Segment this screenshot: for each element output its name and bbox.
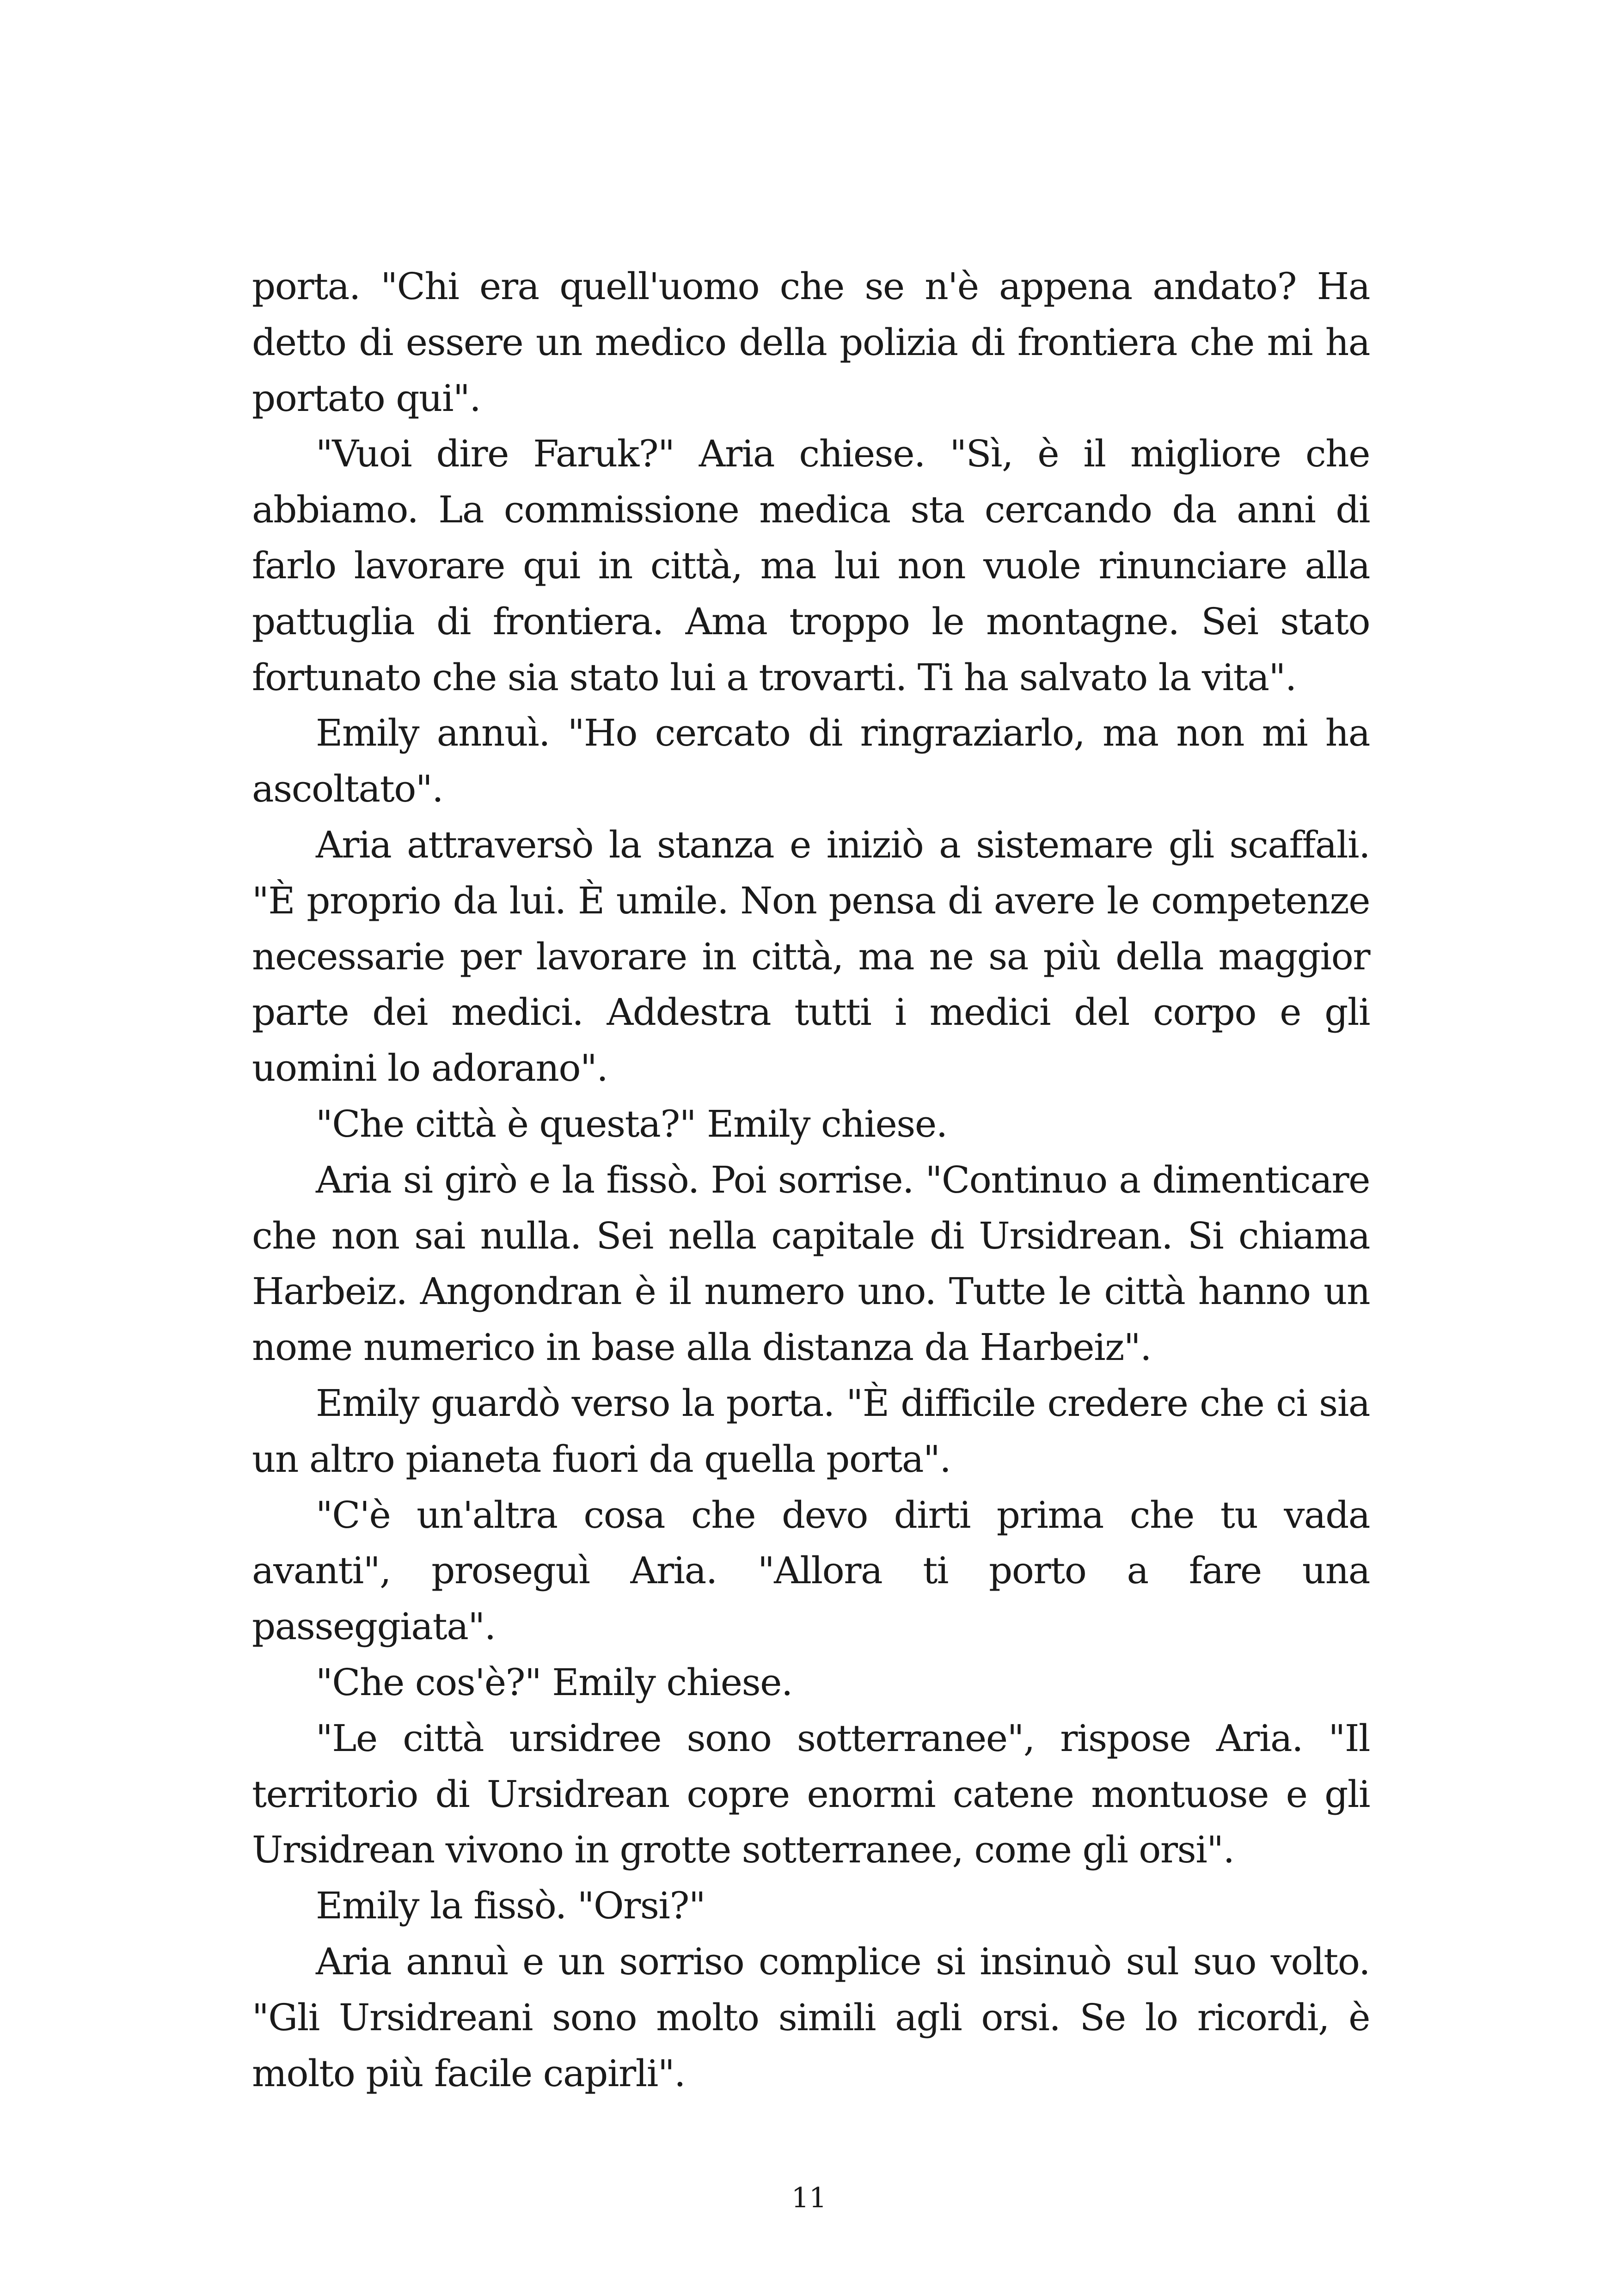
paragraph: Aria annuì e un sorriso complice si insinuò sul suo volto. "Gli Ursidreani sono molto simili agli orsi. Se lo ricordi, è molto più facile capirli". — [252, 1940, 1370, 2095]
paragraph: Emily la fissò. "Orsi?" — [316, 1884, 705, 1928]
paragraph: Aria attraversò la stanza e iniziò a sistemare gli scaffali. "È proprio da lui. È umile. Non pensa di avere le competenze necessarie per lavorare in città, ma ne sa più della maggior parte dei medici. Addestra tutti i medici del corpo e gli uomini lo adorano". — [252, 823, 1370, 1090]
body-text — [252, 259, 1370, 2101]
paragraph: Aria si girò e la fissò. Poi sorrise. "Continuo a dimenticare che non sai nulla. Sei nella capitale di Ursidrean. Si chiama Harbeiz. Angondran è il numero uno. Tutte le città hanno un nome numerico in base alla distanza da Harbeiz". — [252, 1158, 1370, 1369]
paragraph: Emily guardò verso la porta. "È difficile credere che ci sia un altro pianeta fuori da quella porta". — [252, 1381, 1370, 1481]
paragraph: "Che cos'è?" Emily chiese. — [316, 1660, 792, 1704]
paragraph: "Vuoi dire Faruk?" Aria chiese. "Sì, è il migliore che abbiamo. La commissione medica sta cercando da anni di farlo lavorare qui in città, ma lui non vuole rinunciare alla pattuglia di frontiera. Ama troppo le montagne. Sei stato fortunato che sia stato lui a trovarti. Ti ha salvato la vita". — [252, 432, 1370, 699]
page-number: 11 — [791, 2182, 827, 2214]
paragraph: Emily annuì. "Ho cercato di ringraziarlo, ma non mi ha ascoltato". — [252, 711, 1370, 811]
paragraph: "Le città ursidree sono sotterranee", rispose Aria. "Il territorio di Ursidrean copre enormi catene montuose e gli Ursidrean vivono in grotte sotterranee, come gli orsi". — [252, 1716, 1370, 1872]
paragraph: "C'è un'altra cosa che devo dirti prima che tu vada avanti", proseguì Aria. "Allora ti porto a fare una passeggiata". — [252, 1493, 1370, 1648]
paragraph: porta. "Chi era quell'uomo che se n'è appena andato? Ha detto di essere un medico della polizia di frontiera che mi ha portato qui". — [252, 265, 1370, 420]
paragraph: "Che città è questa?" Emily chiese. — [316, 1102, 947, 1145]
